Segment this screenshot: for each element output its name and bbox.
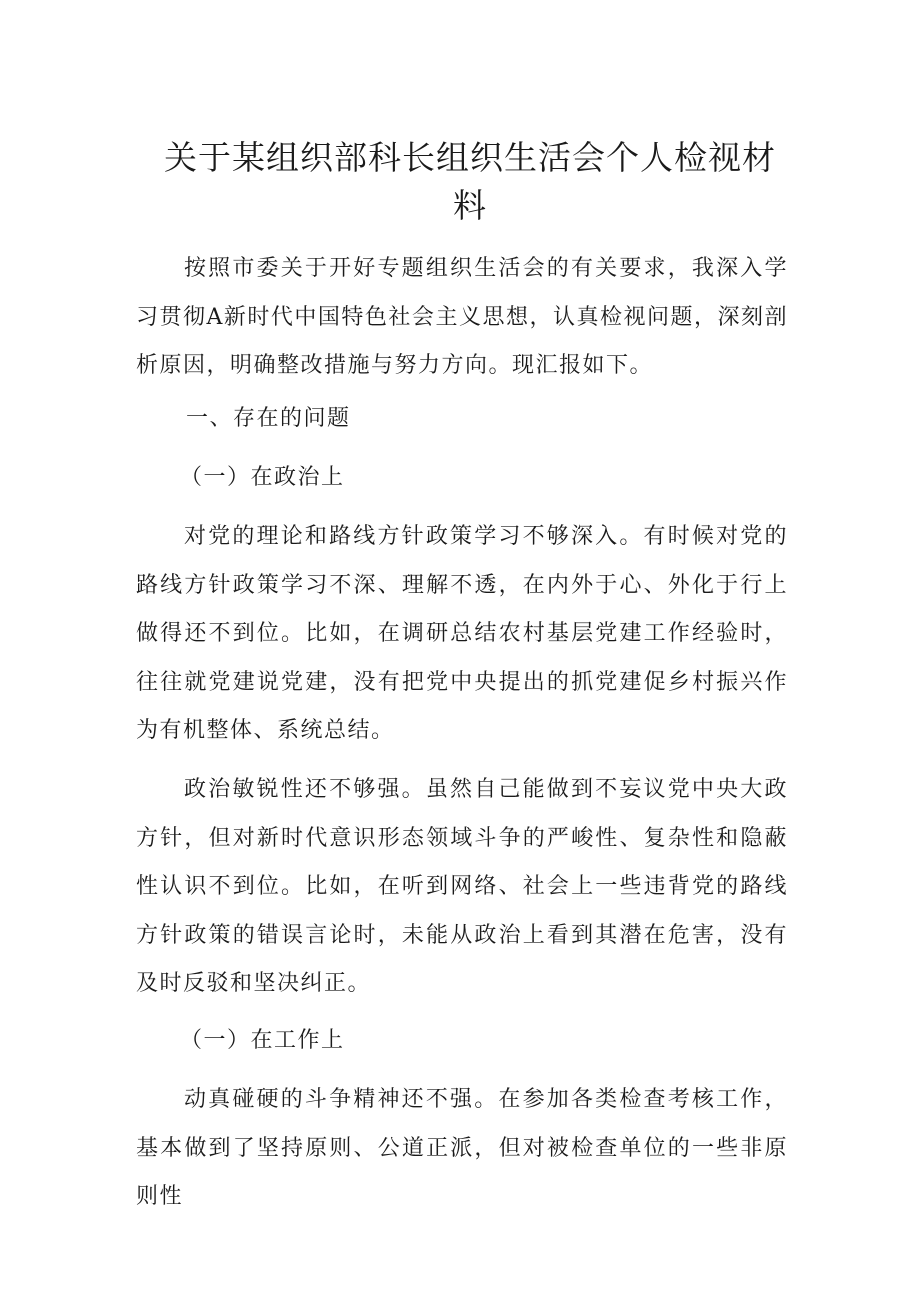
subsection-heading-work: （一）在工作上 (180, 1028, 345, 1053)
subsection-heading-political: （一）在政治上 (180, 465, 345, 490)
paragraph-political-sensitivity: 政治敏锐性还不够强。虽然自己能做到不妄议党中央大政方针，但对新时代意识形态领域斗争的严峻性、复杂性和隐蔽性认识不到位。比如，在听到网络、社会上一些违背党的路线方针政策的错误言论时，未能从政治上看到其潜在危害，没有及时反驳和坚决纠正。 (136, 777, 788, 997)
paragraph-theory-study: 对党的理论和路线方针政策学习不够深入。有时候对党的路线方针政策学习不深、理解不透，在内外于心、外化于行上做得还不到位。比如，在调研总结农村基层党建工作经验时，往往就党建说党建，没有把党中央提出的抓党建促乡村振兴作为有机整体、系统总结。 (136, 524, 788, 744)
section-heading-problems: 一、存在的问题 (186, 406, 351, 431)
document-title: 关于某组织部科长组织生活会个人检视材料 (164, 138, 776, 225)
intro-paragraph: 按照市委关于开好专题组织生活会的有关要求，我深入学习贯彻A新时代中国特色社会主义思想，认真检视问题，深刻剖析原因，明确整改措施与努力方向。现汇报如下。 (136, 256, 788, 379)
paragraph-fighting-spirit: 动真碰硬的斗争精神还不强。在参加各类检查考核工作，基本做到了坚持原则、公道正派，但对被检查单位的一些非原则性 (136, 1087, 788, 1210)
